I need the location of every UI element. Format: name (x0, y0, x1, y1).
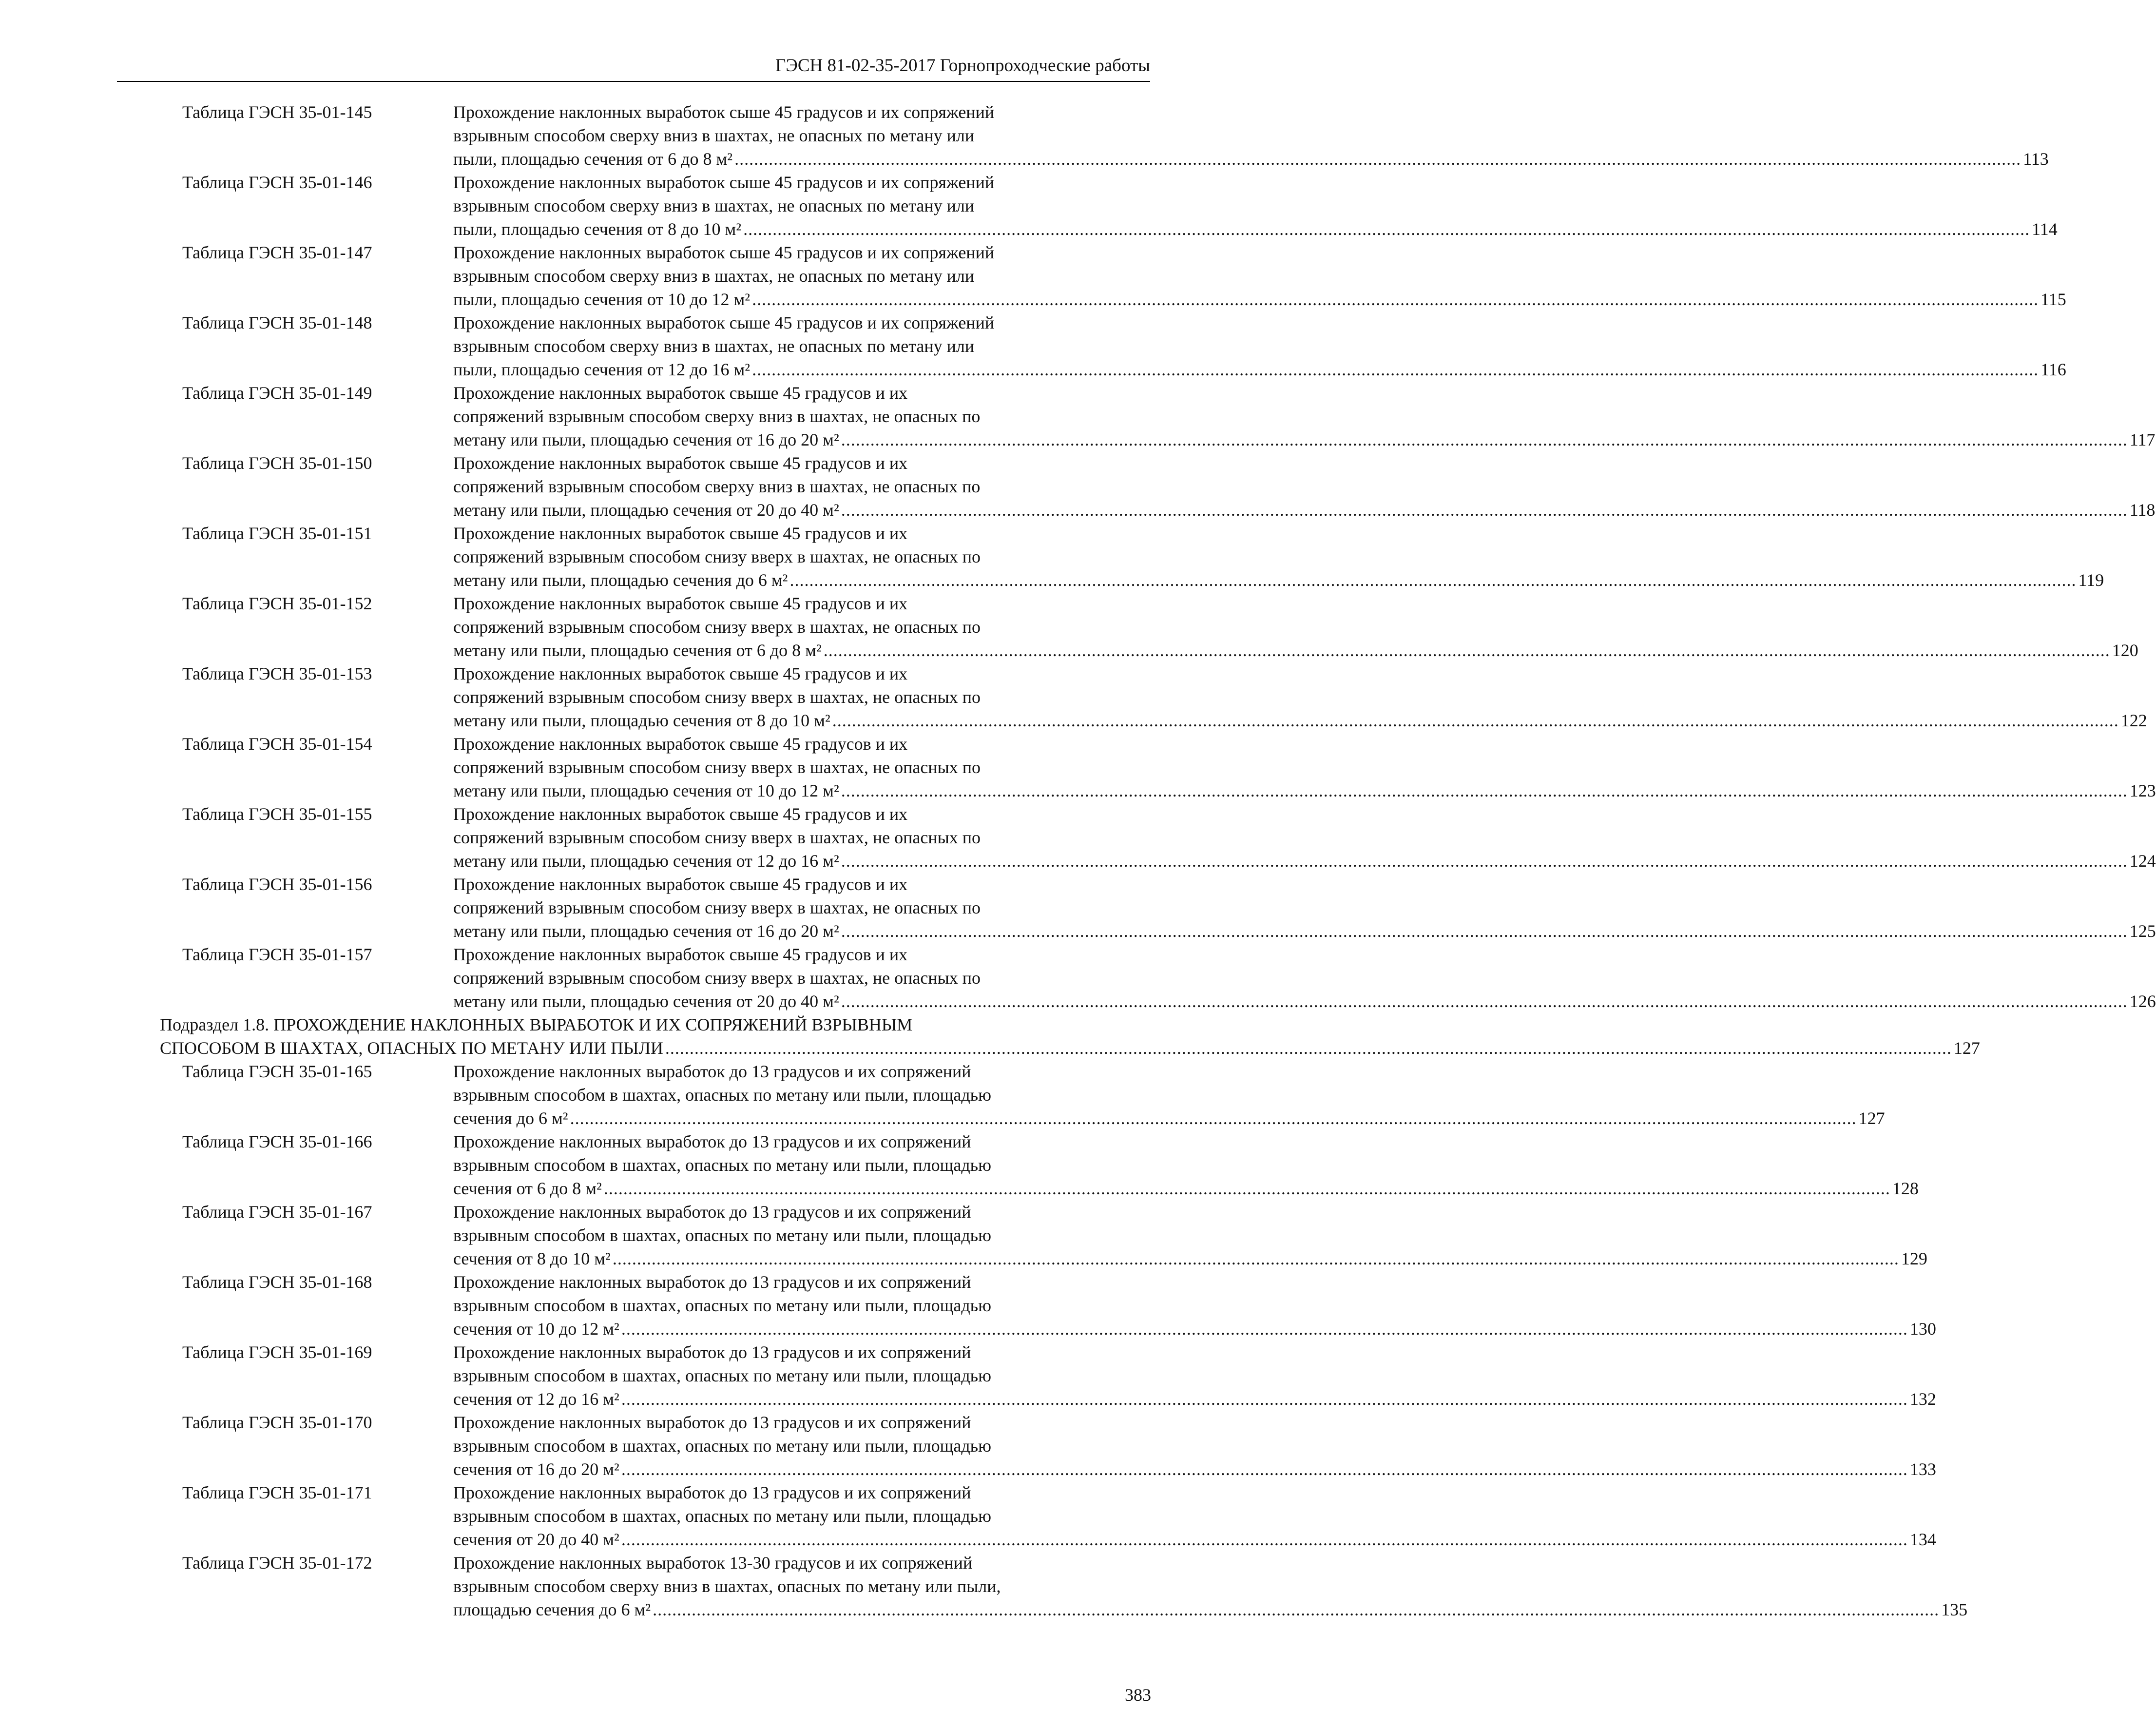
entry-page-number: 113 (2023, 149, 2049, 169)
toc-entry (0, 311, 2066, 381)
description-last-line (453, 779, 2156, 802)
description-line: Прохождение наклонных выработок свыше 45 градусов и их (453, 664, 908, 683)
description-line: метану или пыли, площадью сечения от 10 до 12 м² (453, 781, 839, 800)
toc-entry (0, 1551, 1968, 1621)
dot-leader: ........................................................................................................................................................................................................................................................................ (752, 360, 2039, 379)
table-label: Таблица ГЭСН 35-01-147 (182, 243, 372, 262)
description-line: Прохождение наклонных выработок свыше 45 градусов и их (453, 383, 908, 403)
table-description (453, 381, 2156, 451)
dot-leader: ........................................................................................................................................................................................................................................................................ (841, 921, 2128, 941)
section-page-number: 127 (1953, 1038, 1980, 1058)
entry-page-number: 132 (1909, 1389, 1936, 1409)
description-line: взрывным способом в шахтах, опасных по метану или пыли, площадью (453, 1366, 991, 1385)
description-line: Прохождение наклонных выработок до 13 градусов и их сопряжений (453, 1132, 971, 1151)
description-last-line (453, 358, 2066, 381)
table-label: Таблица ГЭСН 35-01-152 (182, 594, 372, 613)
description-line: взрывным способом в шахтах, опасных по метану или пыли, площадью (453, 1225, 991, 1245)
table-label: Таблица ГЭСН 35-01-166 (182, 1132, 372, 1151)
entry-page-number: 125 (2129, 921, 2156, 941)
table-label: Таблица ГЭСН 35-01-151 (182, 524, 372, 543)
entry-page-number: 130 (1909, 1319, 1936, 1339)
description-line: Прохождение наклонных выработок сыше 45 градусов и их сопряжений (453, 313, 995, 332)
toc-entry (0, 873, 2156, 943)
table-description (453, 522, 2104, 592)
entry-page-number: 124 (2129, 851, 2156, 871)
description-last-line (453, 709, 2147, 732)
entry-page-number: 119 (2078, 570, 2104, 590)
toc-group-b (0, 1060, 1968, 1621)
description-line: Прохождение наклонных выработок до 13 градусов и их сопряжений (453, 1413, 971, 1432)
description-line: пыли, площадью сечения от 6 до 8 м² (453, 149, 733, 169)
dot-leader: ........................................................................................................................................................................................................................................................................ (789, 570, 2077, 590)
toc-entry (0, 1481, 1936, 1551)
dot-leader: ........................................................................................................................................................................................................................................................................ (621, 1319, 1908, 1339)
description-line: метану или пыли, площадью сечения от 16 до 20 м² (453, 921, 839, 941)
description-line: сечения от 8 до 10 м² (453, 1249, 611, 1268)
header-title: ГЭСН 81-02-35-2017 Горнопроходческие работы (775, 56, 1150, 76)
description-line: Прохождение наклонных выработок свыше 45 градусов и их (453, 874, 908, 894)
entry-page-number: 126 (2129, 991, 2156, 1011)
description-line: взрывным способом сверху вниз в шахтах, не опасных по метану или (453, 336, 975, 356)
description-line: сопряжений взрывным способом снизу вверх в шахтах, не опасных по (453, 968, 981, 988)
dot-leader: ........................................................................................................................................................................................................................................................................ (841, 430, 2128, 449)
dot-leader: ........................................................................................................................................................................................................................................................................ (841, 500, 2128, 520)
toc-entry (0, 592, 2138, 662)
entry-page-number: 123 (2129, 781, 2156, 800)
dot-leader: ........................................................................................................................................................................................................................................................................ (841, 851, 2128, 871)
toc-entry (0, 241, 2066, 311)
table-description (453, 1481, 1936, 1551)
description-last-line (453, 1528, 1936, 1551)
description-line: взрывным способом в шахтах, опасных по метану или пыли, площадью (453, 1506, 991, 1526)
description-line: взрывным способом сверху вниз в шахтах, опасных по метану или пыли, (453, 1576, 1001, 1596)
entry-page-number: 128 (1892, 1179, 1919, 1198)
description-line: сопряжений взрывным способом снизу вверх в шахтах, не опасных по (453, 758, 981, 777)
description-line: сопряжений взрывным способом сверху вниз в шахтах, не опасных по (453, 477, 981, 496)
entry-page-number: 116 (2040, 360, 2066, 379)
description-line: Прохождение наклонных выработок свыше 45 градусов и их (453, 453, 908, 473)
description-line: сечения от 10 до 12 м² (453, 1319, 619, 1339)
dot-leader: ........................................................................................................................................................................................................................................................................ (612, 1249, 1899, 1268)
description-last-line (453, 849, 2156, 873)
entry-page-number: 122 (2120, 711, 2147, 730)
toc-entry (0, 1411, 1936, 1481)
table-description (453, 451, 2156, 522)
description-line: сопряжений взрывным способом снизу вверх в шахтах, не опасных по (453, 687, 981, 707)
dot-leader: ........................................................................................................................................................................................................................................................................ (621, 1459, 1908, 1479)
toc-entry (0, 100, 2049, 171)
description-last-line (453, 1317, 1936, 1341)
dot-leader: ........................................................................................................................................................................................................................................................................ (621, 1389, 1908, 1409)
description-line: сечения от 12 до 16 м² (453, 1389, 619, 1409)
table-label: Таблица ГЭСН 35-01-165 (182, 1062, 372, 1081)
description-line: сопряжений взрывным способом снизу вверх в шахтах, не опасных по (453, 898, 981, 917)
description-line: Прохождение наклонных выработок до 13 градусов и их сопряжений (453, 1483, 971, 1502)
entry-page-number: 120 (2112, 641, 2138, 660)
toc-entry (0, 802, 2156, 873)
table-label: Таблица ГЭСН 35-01-145 (182, 102, 372, 122)
description-last-line (453, 147, 2049, 171)
dot-leader: ........................................................................................................................................................................................................................................................................ (570, 1108, 1857, 1128)
table-label: Таблица ГЭСН 35-01-171 (182, 1483, 372, 1502)
dot-leader: ........................................................................................................................................................................................................................................................................ (734, 149, 2021, 169)
table-description (453, 100, 2049, 171)
description-line: метану или пыли, площадью сечения от 12 до 16 м² (453, 851, 839, 871)
dot-leader: ........................................................................................................................................................................................................................................................................ (665, 1038, 1952, 1058)
toc-section-heading (0, 1013, 1980, 1060)
description-last-line (453, 498, 2156, 522)
table-description (453, 1060, 1885, 1130)
entry-page-number: 129 (1901, 1249, 1927, 1268)
table-description (453, 171, 2058, 241)
toc-entry (0, 171, 2058, 241)
page-number: 383 (1125, 1685, 1151, 1705)
dot-leader: ........................................................................................................................................................................................................................................................................ (743, 219, 2030, 239)
toc-entry (0, 451, 2156, 522)
description-line: Прохождение наклонных выработок свыше 45 градусов и их (453, 945, 908, 964)
description-line: сечения от 16 до 20 м² (453, 1459, 619, 1479)
description-line: Прохождение наклонных выработок до 13 градусов и их сопряжений (453, 1272, 971, 1292)
description-line: сопряжений взрывным способом снизу вверх в шахтах, не опасных по (453, 617, 981, 637)
description-last-line (453, 1598, 1968, 1621)
description-line: взрывным способом сверху вниз в шахтах, не опасных по метану или (453, 196, 975, 215)
description-line: метану или пыли, площадью сечения от 6 до 8 м² (453, 641, 822, 660)
table-description (453, 1341, 1936, 1411)
dot-leader: ........................................................................................................................................................................................................................................................................ (841, 991, 2128, 1011)
toc-entry (0, 732, 2156, 802)
description-line: Прохождение наклонных выработок сыше 45 градусов и их сопряжений (453, 102, 995, 122)
description-last-line (453, 919, 2156, 943)
description-line: взрывным способом в шахтах, опасных по метану или пыли, площадью (453, 1436, 991, 1456)
entry-page-number: 114 (2032, 219, 2058, 239)
description-last-line (453, 1387, 1936, 1411)
section-title-line2 (160, 1036, 1980, 1060)
dot-leader: ........................................................................................................................................................................................................................................................................ (653, 1600, 1940, 1619)
entry-page-number: 118 (2129, 500, 2156, 520)
table-label: Таблица ГЭСН 35-01-156 (182, 874, 372, 894)
dot-leader: ........................................................................................................................................................................................................................................................................ (841, 781, 2128, 800)
table-description (453, 873, 2156, 943)
toc-entry (0, 522, 2104, 592)
description-line: сечения от 6 до 8 м² (453, 1179, 602, 1198)
description-line: Прохождение наклонных выработок свыше 45 градусов и их (453, 734, 908, 754)
toc-entry (0, 381, 2156, 451)
description-last-line (453, 1177, 1919, 1200)
section-title-line1: Подраздел 1.8. ПРОХОЖДЕНИЕ НАКЛОННЫХ ВЫРАБОТОК И ИХ СОПРЯЖЕНИЙ ВЗРЫВНЫМ (160, 1015, 913, 1034)
entry-page-number: 133 (1909, 1459, 1936, 1479)
table-label: Таблица ГЭСН 35-01-157 (182, 945, 372, 964)
description-line: взрывным способом сверху вниз в шахтах, не опасных по метану или (453, 126, 975, 145)
table-description (453, 592, 2138, 662)
table-label: Таблица ГЭСН 35-01-168 (182, 1272, 372, 1292)
description-line: Прохождение наклонных выработок сыше 45 градусов и их сопряжений (453, 173, 995, 192)
description-last-line (453, 568, 2104, 592)
description-last-line (453, 217, 2058, 241)
entry-page-number: 117 (2129, 430, 2156, 449)
description-line: метану или пыли, площадью сечения от 16 до 20 м² (453, 430, 839, 449)
dot-leader: ........................................................................................................................................................................................................................................................................ (752, 290, 2039, 309)
table-label: Таблица ГЭСН 35-01-170 (182, 1413, 372, 1432)
description-line: пыли, площадью сечения от 8 до 10 м² (453, 219, 742, 239)
table-label: Таблица ГЭСН 35-01-154 (182, 734, 372, 754)
description-line: Прохождение наклонных выработок до 13 градусов и их сопряжений (453, 1062, 971, 1081)
table-description (453, 1411, 1936, 1481)
description-last-line (453, 428, 2156, 451)
table-description (453, 1551, 1968, 1621)
description-line: взрывным способом сверху вниз в шахтах, не опасных по метану или (453, 266, 975, 286)
table-label: Таблица ГЭСН 35-01-172 (182, 1553, 372, 1573)
entry-page-number: 135 (1941, 1600, 1968, 1619)
toc-group-a (0, 100, 2156, 1013)
table-label: Таблица ГЭСН 35-01-146 (182, 173, 372, 192)
description-line: Прохождение наклонных выработок свыше 45 градусов и их (453, 804, 908, 824)
entry-page-number: 134 (1909, 1530, 1936, 1549)
description-last-line (453, 990, 2156, 1013)
table-label: Таблица ГЭСН 35-01-167 (182, 1202, 372, 1222)
description-last-line (453, 1457, 1936, 1481)
table-label: Таблица ГЭСН 35-01-169 (182, 1342, 372, 1362)
description-line: сопряжений взрывным способом сверху вниз в шахтах, не опасных по (453, 407, 981, 426)
toc-entry (0, 1060, 1885, 1130)
entry-page-number: 127 (1858, 1108, 1885, 1128)
description-last-line (453, 288, 2066, 311)
description-line: сечения от 20 до 40 м² (453, 1530, 619, 1549)
description-line: Прохождение наклонных выработок 13-30 градусов и их сопряжений (453, 1553, 973, 1573)
toc-entry (0, 1200, 1927, 1270)
description-line: пыли, площадью сечения от 10 до 12 м² (453, 290, 751, 309)
description-line: площадью сечения до 6 м² (453, 1600, 651, 1619)
dot-leader: ........................................................................................................................................................................................................................................................................ (621, 1530, 1908, 1549)
dot-leader: ........................................................................................................................................................................................................................................................................ (823, 641, 2110, 660)
description-line: сечения до 6 м² (453, 1108, 568, 1128)
description-line: Прохождение наклонных выработок до 13 градусов и их сопряжений (453, 1342, 971, 1362)
table-description (453, 311, 2066, 381)
table-description (453, 802, 2156, 873)
table-of-contents (0, 100, 2156, 1621)
description-last-line (453, 1247, 1927, 1270)
description-line: взрывным способом в шахтах, опасных по метану или пыли, площадью (453, 1296, 991, 1315)
description-line: метану или пыли, площадью сечения от 20 до 40 м² (453, 500, 839, 520)
description-line: Прохождение наклонных выработок до 13 градусов и их сопряжений (453, 1202, 971, 1222)
toc-entry (0, 1130, 1919, 1200)
table-label: Таблица ГЭСН 35-01-150 (182, 453, 372, 473)
table-description (453, 1130, 1919, 1200)
toc-entry (0, 1270, 1936, 1341)
dot-leader: ........................................................................................................................................................................................................................................................................ (603, 1179, 1890, 1198)
table-label: Таблица ГЭСН 35-01-149 (182, 383, 372, 403)
description-line: взрывным способом в шахтах, опасных по метану или пыли, площадью (453, 1085, 991, 1105)
description-line: Прохождение наклонных выработок свыше 45 градусов и их (453, 524, 908, 543)
table-label: Таблица ГЭСН 35-01-148 (182, 313, 372, 332)
description-line: метану или пыли, площадью сечения от 20 до 40 м² (453, 991, 839, 1011)
table-description (453, 241, 2066, 311)
description-last-line (453, 639, 2138, 662)
table-label: Таблица ГЭСН 35-01-155 (182, 804, 372, 824)
table-description (453, 943, 2156, 1013)
table-description (453, 662, 2147, 732)
toc-entry (0, 1341, 1936, 1411)
description-line: пыли, площадью сечения от 12 до 16 м² (453, 360, 751, 379)
table-label: Таблица ГЭСН 35-01-153 (182, 664, 372, 683)
description-line: Прохождение наклонных выработок сыше 45 градусов и их сопряжений (453, 243, 995, 262)
table-description (453, 1200, 1927, 1270)
toc-entry (0, 662, 2147, 732)
description-line: сопряжений взрывным способом снизу вверх в шахтах, не опасных по (453, 547, 981, 566)
description-line: метану или пыли, площадью сечения от 8 до 10 м² (453, 711, 830, 730)
toc-entry (0, 943, 2156, 1013)
table-description (453, 732, 2156, 802)
description-line: метану или пыли, площадью сечения до 6 м² (453, 570, 788, 590)
description-last-line (453, 1107, 1885, 1130)
running-header (117, 54, 1150, 82)
section-title-line2-text: СПОСОБОМ В ШАХТАХ, ОПАСНЫХ ПО МЕТАНУ ИЛИ ПЫЛИ (160, 1038, 663, 1058)
table-description (453, 1270, 1936, 1341)
description-line: Прохождение наклонных выработок свыше 45 градусов и их (453, 594, 908, 613)
dot-leader: ........................................................................................................................................................................................................................................................................ (832, 711, 2119, 730)
entry-page-number: 115 (2040, 290, 2066, 309)
description-line: взрывным способом в шахтах, опасных по метану или пыли, площадью (453, 1155, 991, 1175)
description-line: сопряжений взрывным способом снизу вверх в шахтах, не опасных по (453, 828, 981, 847)
